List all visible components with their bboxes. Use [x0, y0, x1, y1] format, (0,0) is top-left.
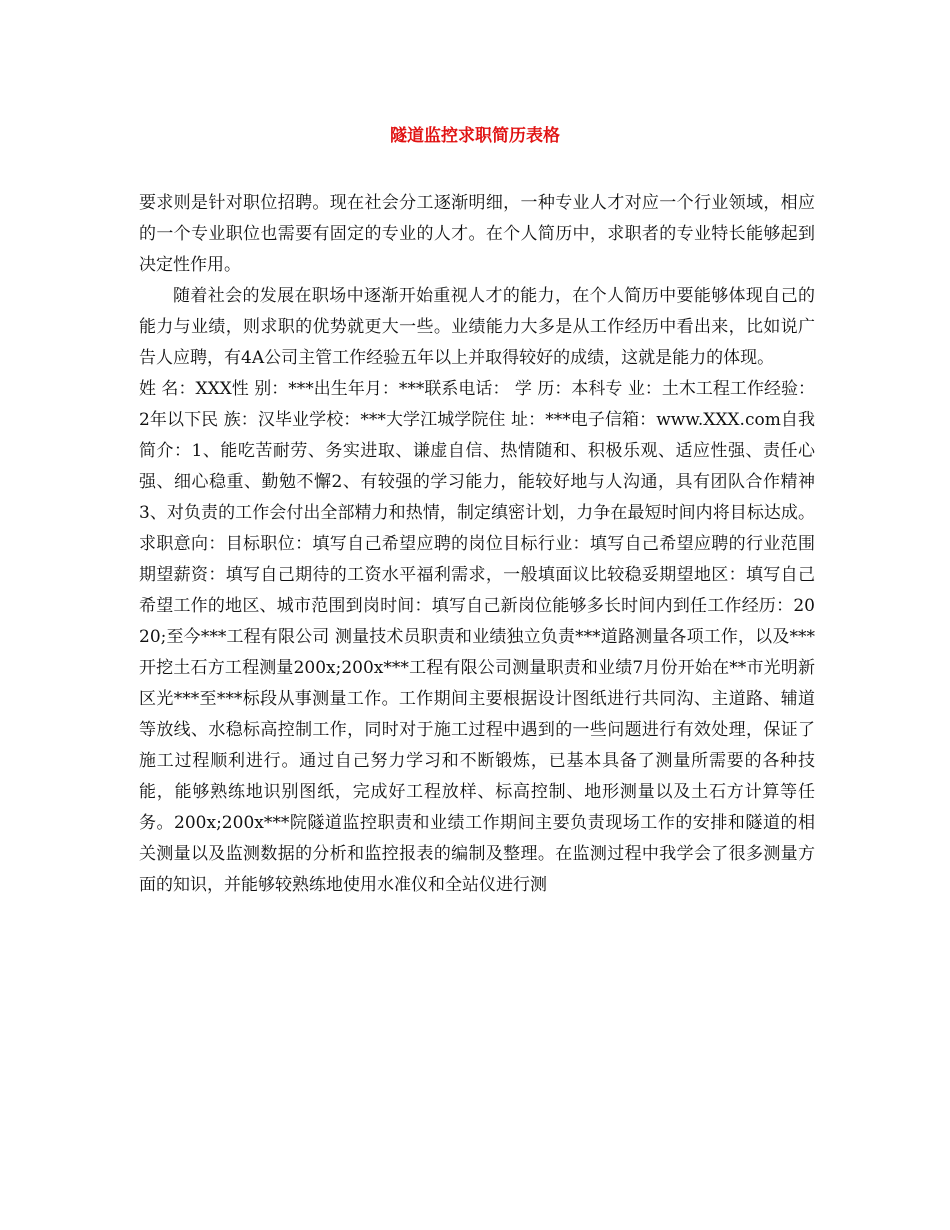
- paragraph-intro: 要求则是针对职位招聘。现在社会分工逐渐明细，一种专业人才对应一个行业领域，相应的一个专业职位也需要有固定的专业的人才。在个人简历中，求职者的专业特长能够起到决定性作用。: [139, 193, 815, 275]
- document-body: [139, 188, 815, 901]
- paragraph-ability: 随着社会的发展在职场中逐渐开始重视人才的能力，在个人简历中要能够体现自己的能力与业绩，则求职的优势就更大一些。业绩能力大多是从工作经历中看出来，比如说广告人应聘，有4A公司主管工作经验五年以上并取得较好的成绩，这就是能力的体现。: [139, 286, 815, 368]
- paragraph-resume-details: 姓 名：XXX性 别：***出生年月：***联系电话： 学 历：本科专 业：土木工程工作经验： 2年以下民 族：汉毕业学校：***大学江城学院住 址：***电子信箱：www.XXX.com自我简介：1、能吃苦耐劳、务实进取、谦虚自信、热情随和、积极乐观、适应性强、责任心强、细心稳重、勤勉不懈2、有较强的学习能力，能较好地与人沟通，具有团队合作精神3、对负责的工作会付出全部精力和热情，制定缜密计划，力争在最短时间内将目标达成。求职意向：目标职位：填写自己希望应聘的岗位目标行业：填写自己希望应聘的行业范围期望薪资：填写自己期待的工资水平福利需求，一般填面议比较稳妥期望地区：填写自己希望工作的地区、城市范围到岗时间：填写自己新岗位能够多长时间内到任工作经历：2020;至今***工程有限公司 测量技术员职责和业绩独立负责***道路测量各项工作，以及***开挖土石方工程测量200x;200x***工程有限公司测量职责和业绩7月份开始在**市光明新区光***至***标段从事测量工作。工作期间主要根据设计图纸进行共同沟、主道路、辅道等放线、水稳标高控制工作，同时对于施工过程中遇到的一些问题进行有效处理，保证了施工过程顺利进行。通过自己努力学习和不断锻炼，已基本具备了测量所需要的各种技能，能够熟练地识别图纸，完成好工程放样、标高控制、地形测量以及土石方计算等任务。200x;200x***院隧道监控职责和业绩工作期间主要负责现场工作的安排和隧道的相关测量以及监测数据的分析和监控报表的编制及整理。在监测过程中我学会了很多测量方面的知识，并能够较熟练地使用水准仪和全站仪进行测: [139, 379, 815, 895]
- document-title: 隧道监控求职简历表格: [390, 126, 560, 146]
